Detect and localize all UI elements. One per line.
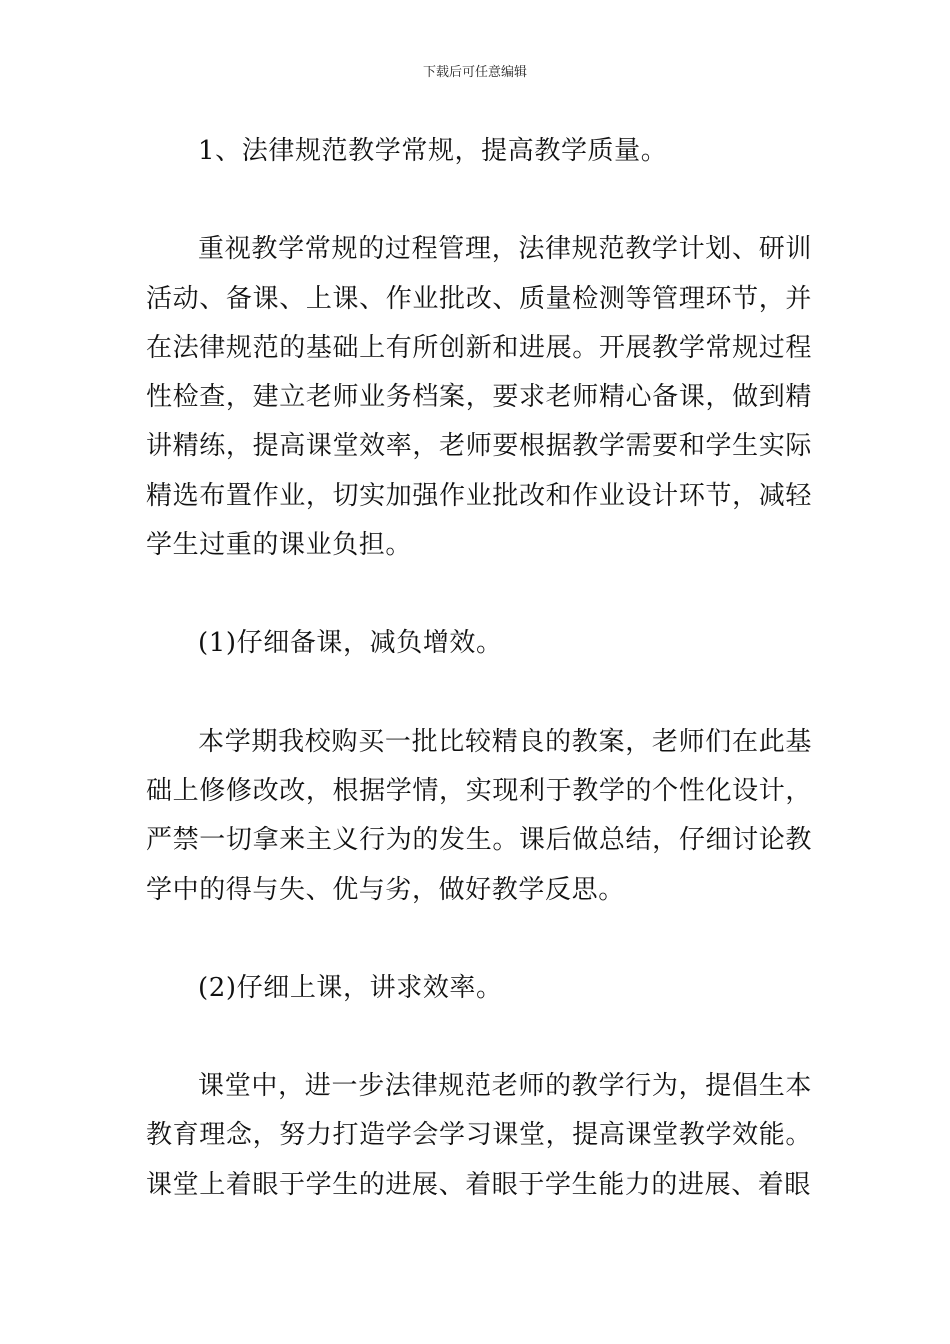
paragraph-gap: [146, 570, 812, 619]
section-heading: 1、法律规范教学常规，提高教学质量。: [198, 136, 668, 166]
paragraph-gap: [146, 176, 812, 225]
paragraph-gap: [146, 1013, 812, 1062]
body-paragraph: 本学期我校购买一批比较精良的教案，老师们在此基础上修修改改，根据学情，实现利于教学的个性化设计，严禁一切拿来主义行为的发生。课后做总结，仔细讨论教学中的得与失、优与劣，做好教学反思。: [146, 726, 812, 905]
page-header: 下载后可任意编辑: [422, 65, 527, 80]
sub-heading: (1)仔细备课，减负增效。: [198, 628, 503, 659]
body-paragraph: 课堂中，进一步法律规范老师的教学行为，提倡生本教育理念，努力打造学会学习课堂，提高课堂教学效能。课堂上着眼于学生的进展、着眼于学生能力的进展、着眼: [146, 1071, 812, 1200]
sub-heading: (2)仔细上课，讲求效率。: [198, 972, 503, 1003]
body-paragraph: 重视教学常规的过程管理，法律规范教学计划、研训活动、备课、上课、作业批改、质量检测等管理环节，并在法律规范的基础上有所创新和进展。开展教学常规过程性检查，建立老师业务档案，要求老师精心备课，做到精讲精练，提高课堂效率，老师要根据教学需要和学生实际精选布置作业，切实加强作业批改和作业设计环节，减轻学生过重的课业负担。: [146, 234, 812, 561]
paragraph-gap: [146, 669, 812, 718]
paragraph-gap: [146, 915, 812, 964]
document-body: [146, 127, 812, 1210]
